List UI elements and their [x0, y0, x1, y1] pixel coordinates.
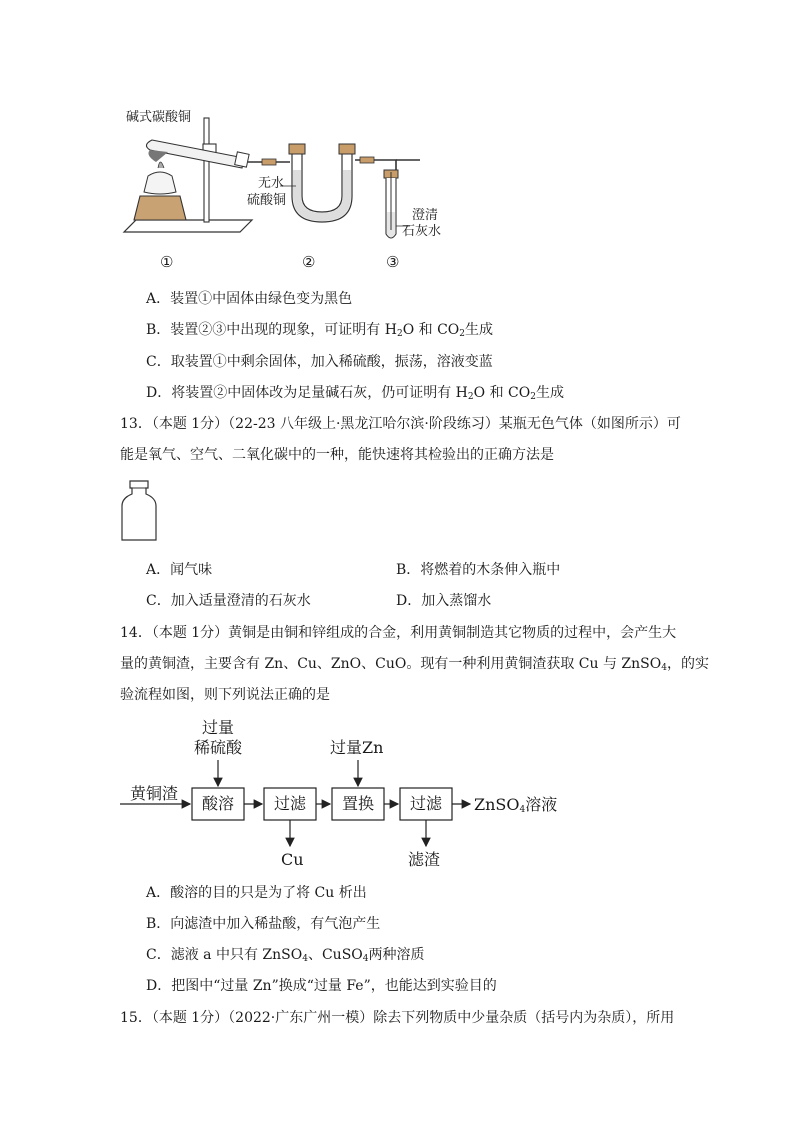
- flow-step-filter-1: 过滤: [274, 794, 307, 813]
- q13-stem-line-1: 13．（本题 1分）（22-23 八年级上·黑龙江哈尔滨·阶段练习）某瓶无色气体（如图所示）可: [120, 416, 681, 432]
- q12-option-a[interactable]: A．装置①中固体由绿色变为黑色: [146, 291, 353, 307]
- q13-option-c[interactable]: C．加入适量澄清的石灰水: [146, 593, 311, 609]
- desiccant-label-2: 硫酸铜: [247, 193, 287, 208]
- flow-acid-label-2: 稀硫酸: [194, 738, 243, 757]
- desiccant-label-1: 无水: [258, 176, 285, 191]
- flow-output-cu: Cu: [281, 850, 304, 869]
- q12-option-b[interactable]: B．装置②③中出现的现象，可证明有 $H_2O$ 和 $CO_2$生成: [146, 322, 494, 339]
- marker-3: ③: [386, 253, 400, 271]
- q14-stem-line-3: 验流程如图，则下列说法正确的是: [120, 687, 330, 703]
- q13-option-a[interactable]: A．闻气味: [146, 562, 213, 578]
- flow-output-residue: 滤渣: [408, 850, 441, 869]
- q13-stem-line-2: 能是氧气、空气、二氧化碳中的一种，能快速将其检验出的正确方法是: [120, 447, 554, 463]
- flow-zn-label: 过量Zn: [330, 738, 384, 757]
- marker-1: ①: [160, 253, 174, 271]
- reagent-label: 碱式碳酸铜: [126, 110, 192, 125]
- q14-option-a[interactable]: A．酸溶的目的只是为了将 Cu 析出: [146, 885, 367, 901]
- flow-acid-label-1: 过量: [202, 718, 235, 737]
- q15-stem-line-1: 15．（本题 1分）（2022·广东广州一模）除去下列物质中少量杂质（括号内为杂质），所用: [120, 1010, 675, 1026]
- q14-option-d[interactable]: D．把图中“过量 Zn”换成“过量 Fe”，也能达到实验目的: [146, 978, 497, 994]
- q14-option-b[interactable]: B．向滤渣中加入稀盐酸，有气泡产生: [146, 916, 381, 932]
- q14-stem-line-2: 量的黄铜渣，主要含有 Zn、Cu、ZnO、CuO。现有一种利用黄铜渣获取 Cu 与 ZnSO$_4$，的实: [120, 656, 709, 673]
- q12-option-d[interactable]: D．将装置②中固体改为足量碱石灰，仍可证明有 $H_2O$ 和 $CO_2$生成: [146, 385, 564, 402]
- q13-option-d[interactable]: D．加入蒸馏水: [396, 593, 492, 609]
- q14-stem-line-1: 14．（本题 1分）黄铜是由铜和锌组成的合金，利用黄铜制造其它物质的过程中，会产生大: [120, 625, 677, 641]
- flow-step-acid-dissolve: 酸溶: [202, 794, 235, 813]
- flow-step-replace: 置换: [342, 794, 375, 813]
- q13-option-b[interactable]: B．将燃着的木条伸入瓶中: [396, 562, 561, 578]
- flow-step-filter-2: 过滤: [410, 794, 443, 813]
- flow-input-label: 黄铜渣: [130, 784, 179, 803]
- limewater-label-2: 石灰水: [402, 224, 442, 239]
- q14-option-c[interactable]: C．滤液 a 中只有 ZnSO$_4$、CuSO$_4$两种溶质: [146, 947, 425, 964]
- limewater-label-1: 澄清: [412, 208, 439, 223]
- q12-option-c[interactable]: C．取装置①中剩余固体，加入稀硫酸，振荡，溶液变蓝: [146, 354, 493, 370]
- flow-product-label: ZnSO$_4$溶液: [474, 795, 558, 815]
- marker-2: ②: [302, 253, 316, 271]
